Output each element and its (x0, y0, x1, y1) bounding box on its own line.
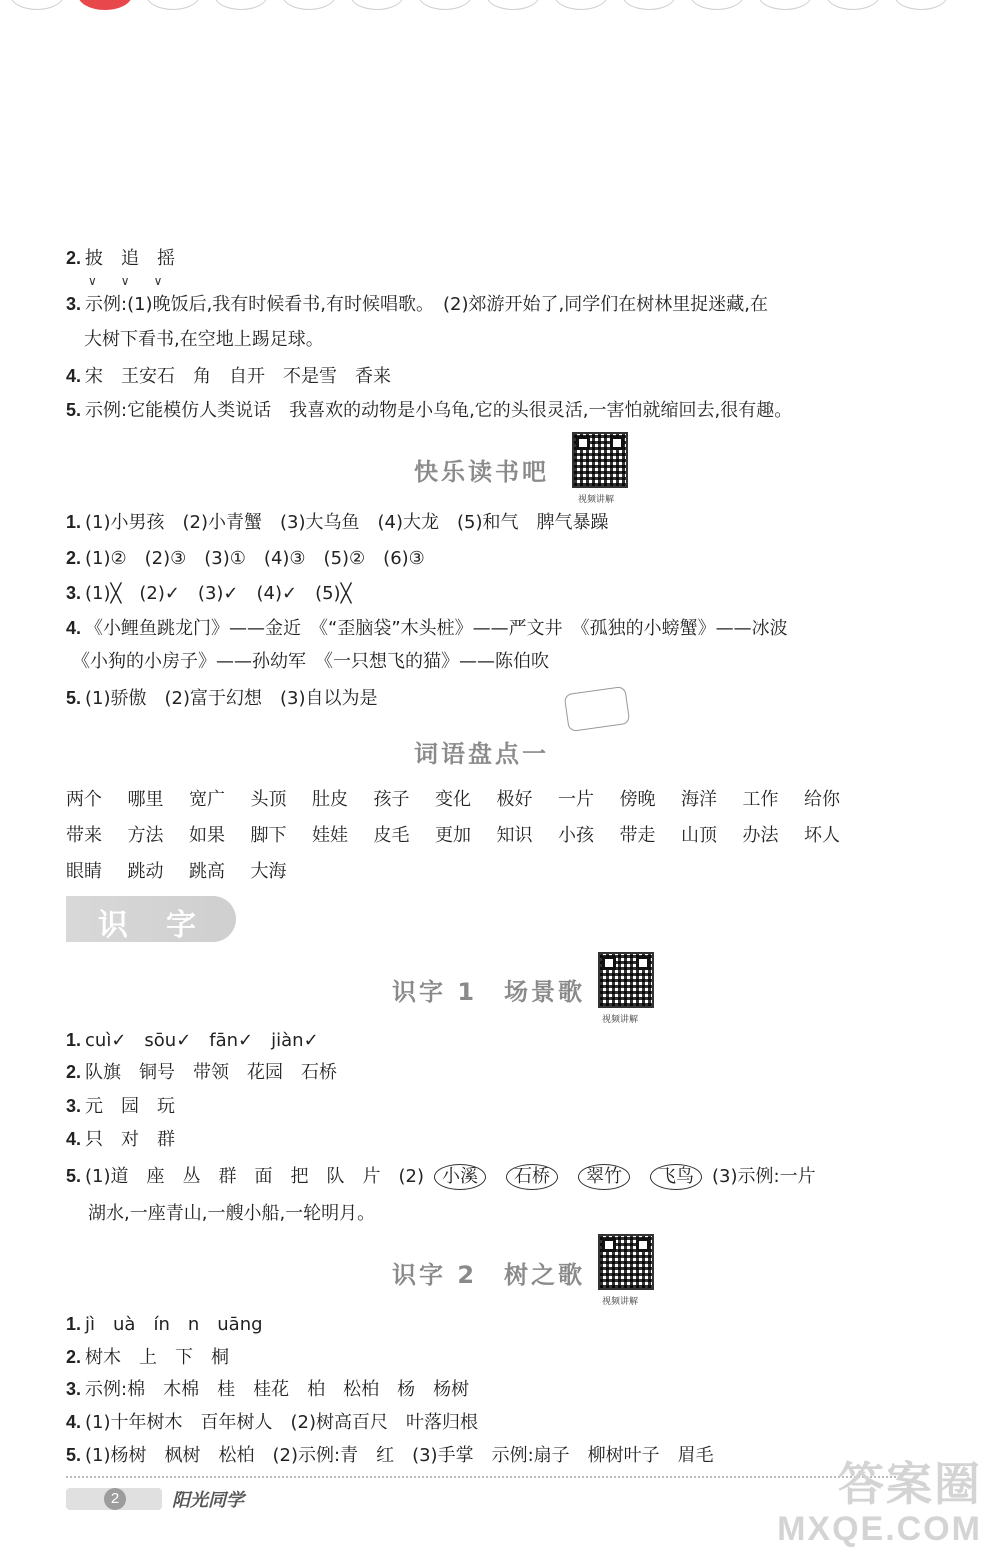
tab-dot (214, 0, 268, 10)
answer-continuation: 大树下看书,在空地上踢足球。 (84, 329, 324, 350)
answer-line: 1. jì uà ín n uāng (66, 1314, 263, 1335)
answer-line: 3. 示例:棉 木棉 桂 桂花 柏 松柏 杨 杨树 (66, 1379, 470, 1400)
answer-line: 3. (1)╳ (2)✓ (3)✓ (4)✓ (5)╳ (66, 583, 352, 604)
watermark (777, 1448, 982, 1549)
word-row: 带来 方法 如果 脚下 娃娃 皮毛 更加 知识 小孩 带走 山顶 办法 坏人 (66, 825, 840, 846)
watermark-text: 答案圈 (838, 1458, 982, 1510)
tab-dot-active (78, 0, 132, 10)
answer-line: 2. 树木 上 下 桐 (66, 1347, 230, 1368)
answer-line: 2. 队旗 铜号 带领 花园 石桥 (66, 1062, 338, 1083)
tab-dot (418, 0, 472, 10)
tab-dot (10, 0, 64, 10)
section-title: 词语盘点一 (414, 740, 549, 768)
brand-logo: 阳光同学 (172, 1490, 244, 1511)
answer-continuation: 湖水,一座青山,一艘小船,一轮明月。 (88, 1203, 376, 1224)
circled-word: 石桥 (506, 1164, 558, 1190)
lesson-title: 识字 1 场景歌 (392, 978, 586, 1006)
watermark-url: MXQE.COM (777, 1510, 982, 1548)
section-title: 快乐读书吧 (414, 458, 549, 486)
answer-line: 4. 《小鲤鱼跳龙门》——金近 《“歪脑袋”木头桩》——严文井 《孤独的小螃蟹》——冰波 (66, 618, 788, 639)
qr-label: 视频讲解 (578, 495, 615, 505)
qr-label: 视频讲解 (602, 1297, 639, 1307)
section-banner-label: 识字 (98, 908, 234, 943)
answer-line: 1. cuì✓ sōu✓ fān✓ jiàn✓ (66, 1030, 319, 1051)
answer-line: 4. 宋 王安石 角 自开 不是雪 香来 (66, 366, 392, 387)
top-tab-strip (0, 0, 1000, 10)
answer-line: 1. (1)小男孩 (2)小青蟹 (3)大乌鱼 (4)大龙 (5)和气 脾气暴躁 (66, 512, 609, 533)
word-row: 两个 哪里 宽广 头顶 肚皮 孩子 变化 极好 一片 傍晚 海洋 工作 给你 (66, 789, 840, 810)
tab-dot (894, 0, 948, 10)
lesson-title: 识字 2 树之歌 (392, 1261, 586, 1289)
answer-line: 5. (1)道 座 丛 群 面 把 队 片 (2) 小溪 石桥 翠竹 飞鸟 (3)示例:一片 (66, 1164, 816, 1190)
answer-line: 4. (1)十年树木 百年树人 (2)树高百尺 叶落归根 (66, 1412, 479, 1433)
tab-dot (146, 0, 200, 10)
qr-label: 视频讲解 (602, 1015, 639, 1025)
qr-code-icon[interactable] (572, 432, 628, 488)
qr-code-icon[interactable] (598, 952, 654, 1008)
footer-divider (66, 1476, 900, 1478)
word-row: 眼睛 跳动 跳高 大海 (66, 861, 287, 882)
answer-line: 2. 披 追 摇 (66, 248, 176, 269)
answer-line: 3. 元 园 玩 (66, 1096, 176, 1117)
tab-dot (826, 0, 880, 10)
tab-dot (622, 0, 676, 10)
stamp-icon (564, 686, 631, 732)
answer-line: 5. (1)杨树 枫树 松柏 (2)示例:青 红 (3)手掌 示例:扇子 柳树叶子 眉毛 (66, 1445, 714, 1466)
qr-code-icon[interactable] (598, 1234, 654, 1290)
answer-line: 5. (1)骄傲 (2)富于幻想 (3)自以为是 (66, 688, 378, 709)
circled-word: 小溪 (434, 1164, 486, 1190)
answer-continuation: 《小狗的小房子》——孙幼军 《一只想飞的猫》——陈伯吹 (72, 651, 549, 672)
answer-line: 5. 示例:它能模仿人类说话 我喜欢的动物是小乌龟,它的头很灵活,一害怕就缩回去,很有趣。 (66, 400, 793, 421)
answer-line: 3. 示例:(1)晚饭后,我有时候看书,有时候唱歌。 (2)郊游开始了,同学们在树林里捉迷藏,在 (66, 294, 768, 315)
tab-dot (282, 0, 336, 10)
emphasis-marks: ∨ ∨ ∨ (88, 274, 163, 288)
page-number: 2 (104, 1488, 126, 1510)
tab-dot (350, 0, 404, 10)
circled-word: 翠竹 (578, 1164, 630, 1190)
answer-line: 2. (1)② (2)③ (3)① (4)③ (5)② (6)③ (66, 548, 425, 569)
answer-line: 4. 只 对 群 (66, 1129, 176, 1150)
circled-word: 飞鸟 (650, 1164, 702, 1190)
tab-dot (758, 0, 812, 10)
tab-dot (690, 0, 744, 10)
tab-dot (486, 0, 540, 10)
tab-dot (554, 0, 608, 10)
